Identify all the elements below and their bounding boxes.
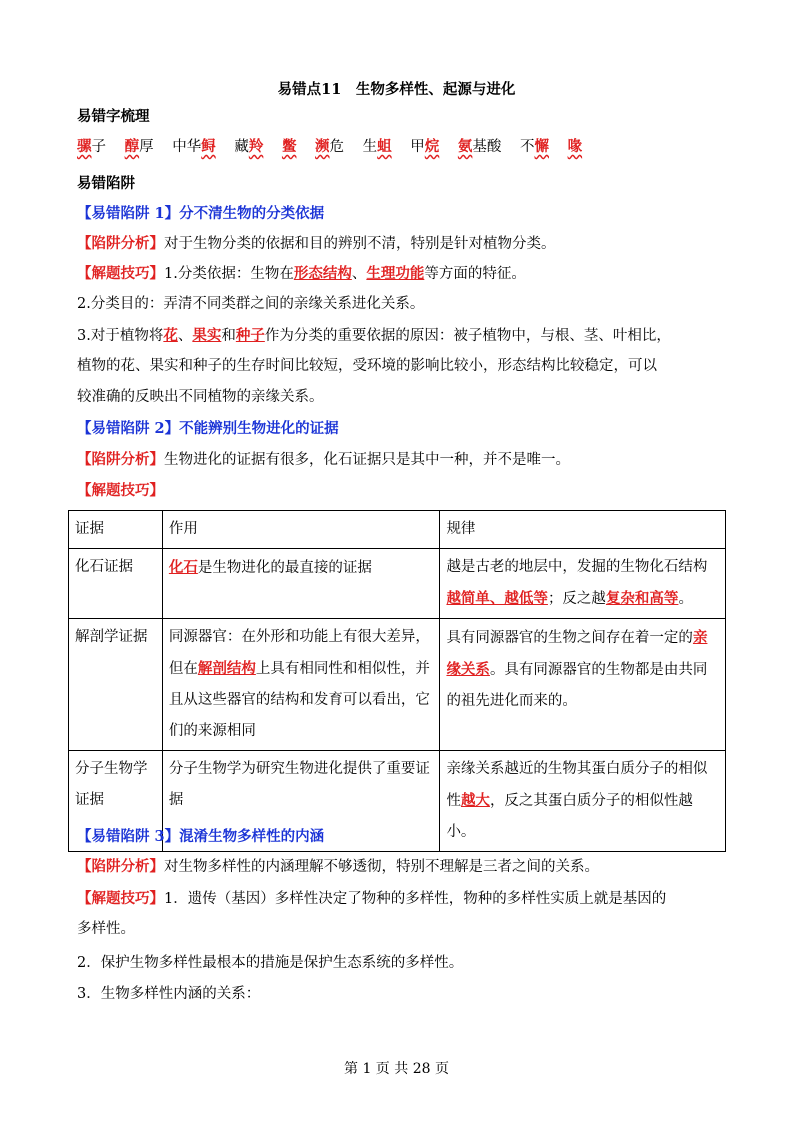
table-row	[69, 549, 726, 619]
table-cell: 分子生物学证据	[69, 751, 163, 852]
table-row	[69, 619, 726, 751]
typo-item: 氨基酸	[457, 138, 502, 155]
trap3-tip1: 【解题技巧】1．遗传（基因）多样性决定了物种的多样性，物种的多样性实质上就是基因的	[77, 890, 667, 907]
typo-item: 喙	[567, 138, 583, 155]
typo-heading: 易错字梳理	[77, 108, 150, 125]
trap1-tip3-line2: 植物的花、果实和种子的生存时间比较短，受环境的影响比较小，形态结构比较稳定，可以	[77, 358, 657, 374]
typo-item: 中华鲟	[172, 138, 216, 155]
trap1-tip2: 2.分类目的：弄清不同类群之间的亲缘关系进化关系。	[77, 296, 425, 312]
typo-item: 骡子	[77, 138, 106, 155]
table-cell: 具有同源器官的生物之间存在着一定的亲缘关系。具有同源器官的生物都是由共同的祖先进化而来的。	[440, 619, 726, 751]
table-cell: 解剖学证据	[69, 619, 163, 751]
typo-item: 甲烷	[410, 138, 440, 155]
trap3-tip2: 2．保护生物多样性最根本的措施是保护生态系统的多样性。	[77, 955, 464, 971]
trap3-analysis: 【陷阱分析】对生物多样性的内涵理解不够透彻，特别不理解是三者之间的关系。	[77, 858, 599, 875]
trap3-title: 【易错陷阱 3】混淆生物多样性的内涵	[77, 828, 325, 845]
trap1-tip3-line3: 较准确的反映出不同植物的亲缘关系。	[77, 389, 324, 405]
trap1-title: 【易错陷阱 1】分不清生物的分类依据	[77, 205, 325, 222]
typo-item: 鳖	[281, 138, 297, 155]
typo-item: 生蛆	[362, 138, 392, 155]
trap3-tip1-line2: 多样性。	[77, 921, 135, 937]
table-cell: 分子生物学为研究生物进化提供了重要证据	[162, 751, 440, 852]
trap1-tip3: 3.对于植物将花、果实和种子作为分类的重要依据的原因：被子植物中，与根、茎、叶相比，	[77, 327, 671, 344]
trap1-tip1: 【解题技巧】1.分类依据：生物在形态结构、生理功能等方面的特征。	[77, 265, 526, 282]
trap1-analysis: 【陷阱分析】对于生物分类的依据和目的辨别不清，特别是针对植物分类。	[77, 235, 556, 252]
trap3-tip3: 3．生物多样性内涵的关系：	[77, 986, 261, 1002]
trap2-title: 【易错陷阱 2】不能辨别生物进化的证据	[77, 420, 339, 437]
table-header-row	[69, 511, 726, 549]
typo-item: 藏羚	[234, 138, 264, 155]
evidence-table	[68, 510, 726, 852]
page-title: 易错点11 生物多样性、起源与进化	[277, 81, 516, 98]
table-cell: 化石证据	[69, 549, 163, 619]
typo-item: 醇厚	[124, 138, 154, 155]
trap2-tips-label: 【解题技巧】	[77, 482, 164, 499]
table-cell: 越是古老的地层中，发掘的生物化石结构越简单、越低等；反之越复杂和高等。	[440, 549, 726, 619]
typo-item: 不懈	[519, 138, 549, 155]
traps-heading: 易错陷阱	[77, 175, 135, 192]
trap2-analysis: 【陷阱分析】生物进化的证据有很多，化石证据只是其中一种，并不是唯一。	[77, 451, 570, 468]
table-cell: 化石是生物进化的最直接的证据	[162, 549, 440, 619]
typo-list	[77, 138, 727, 156]
table-header: 证据	[69, 511, 163, 549]
table-header: 作用	[162, 511, 440, 549]
table-cell: 同源器官：在外形和功能上有很大差异，但在解剖结构上具有相同性和相似性，并且从这些器官的结构和发育可以看出，它们的来源相同	[162, 619, 440, 751]
table-header: 规律	[440, 511, 726, 549]
table-cell: 亲缘关系越近的生物其蛋白质分子的相似性越大，反之其蛋白质分子的相似性越小。	[440, 751, 726, 852]
page-footer: 第 1 页 共 28 页	[344, 1061, 449, 1077]
typo-item: 濒危	[315, 138, 345, 155]
